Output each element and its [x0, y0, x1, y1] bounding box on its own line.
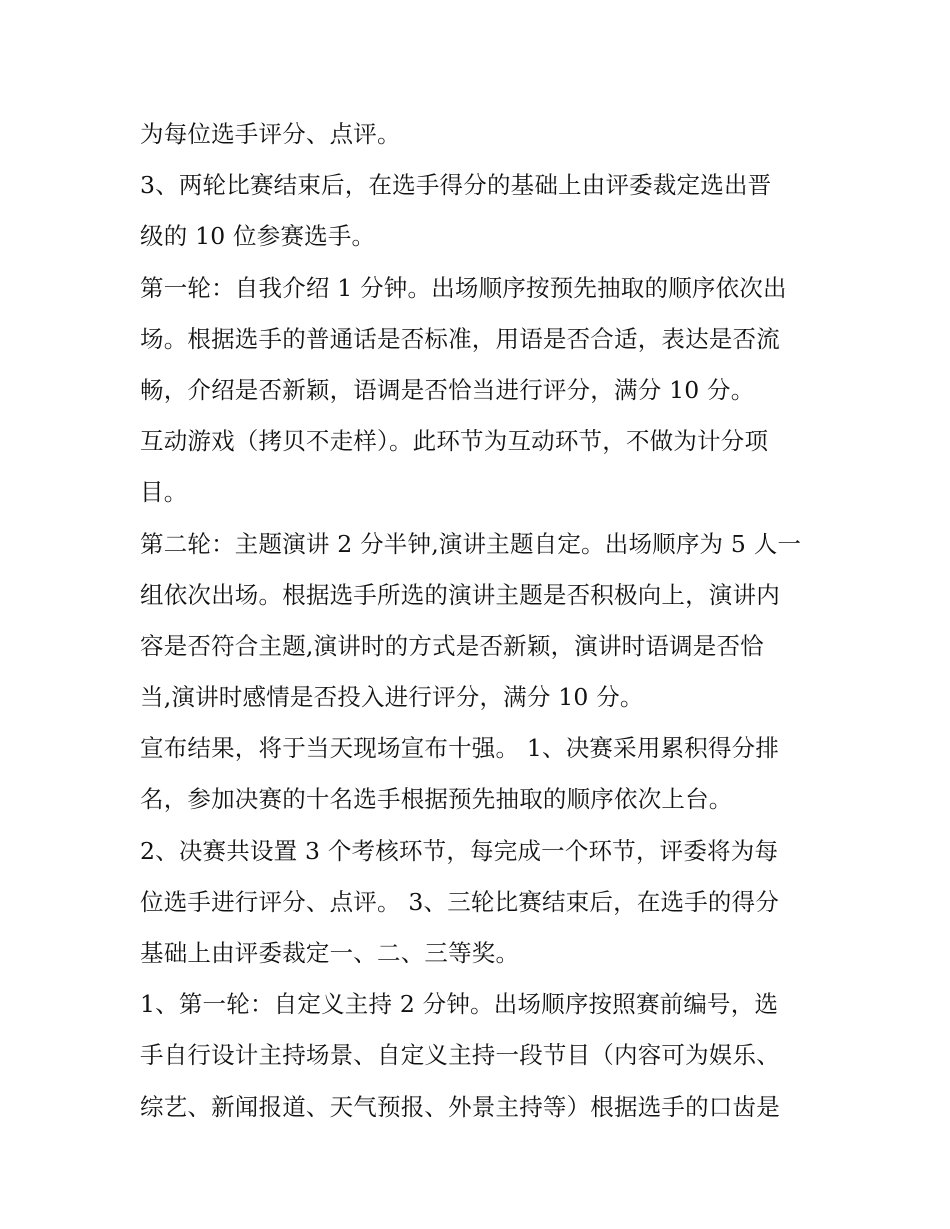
text-line: 位选手进行评分、点评。 3、三轮比赛结束后，在选手的得分: [140, 887, 780, 916]
text-line: 综艺、新闻报道、天气预报、外景主持等）根据选手的口齿是: [140, 1092, 780, 1121]
text-line: 为每位选手评分、点评。: [140, 120, 401, 148]
text-line: 2、决赛共设置 3 个考核环节，每完成一个环节，评委将为每: [140, 836, 779, 865]
text-line: 手自行设计主持场景、自定义主持一段节目（内容可为娱乐、: [140, 1041, 780, 1070]
text-line: 1、第一轮：自定义主持 2 分钟。出场顺序按照赛前编号，选: [140, 990, 779, 1019]
text-line: 宣布结果，将于当天现场宣布十强。 1、决赛采用累积得分排: [140, 734, 780, 763]
text-line: 容是否符合主题,演讲时的方式是否新颖，演讲时语调是否恰: [140, 631, 764, 660]
text-line: 畅，介绍是否新颖，语调是否恰当进行评分，满分 10 分。: [140, 375, 755, 404]
text-line: 基础上由评委裁定一、二、三等奖。: [140, 939, 520, 967]
text-line: 第二轮：主题演讲 2 分半钟,演讲主题自定。出场顺序为 5 人一: [140, 529, 802, 558]
text-line: 目。: [140, 478, 188, 507]
text-line: 名，参加决赛的十名选手根据预先抽取的顺序依次上台。: [140, 785, 733, 814]
text-line: 3、两轮比赛结束后，在选手得分的基础上由评委裁定选出晋: [140, 171, 772, 200]
document-body: [140, 109, 820, 1133]
text-line: 互动游戏（拷贝不走样）。此环节为互动环节，不做为计分项: [140, 427, 769, 456]
text-line: 第一轮：自我介绍 1 分钟。出场顺序按预先抽取的顺序依次出: [140, 273, 787, 302]
text-line: 级的 10 位参赛选手。: [140, 222, 376, 251]
text-line: 场。根据选手的普通话是否标准，用语是否合适，表达是否流: [140, 324, 780, 353]
text-line: 当,演讲时感情是否投入进行评分，满分 10 分。: [140, 683, 644, 712]
text-line: 组依次出场。根据选手所选的演讲主题是否积极向上，演讲内: [140, 580, 780, 609]
